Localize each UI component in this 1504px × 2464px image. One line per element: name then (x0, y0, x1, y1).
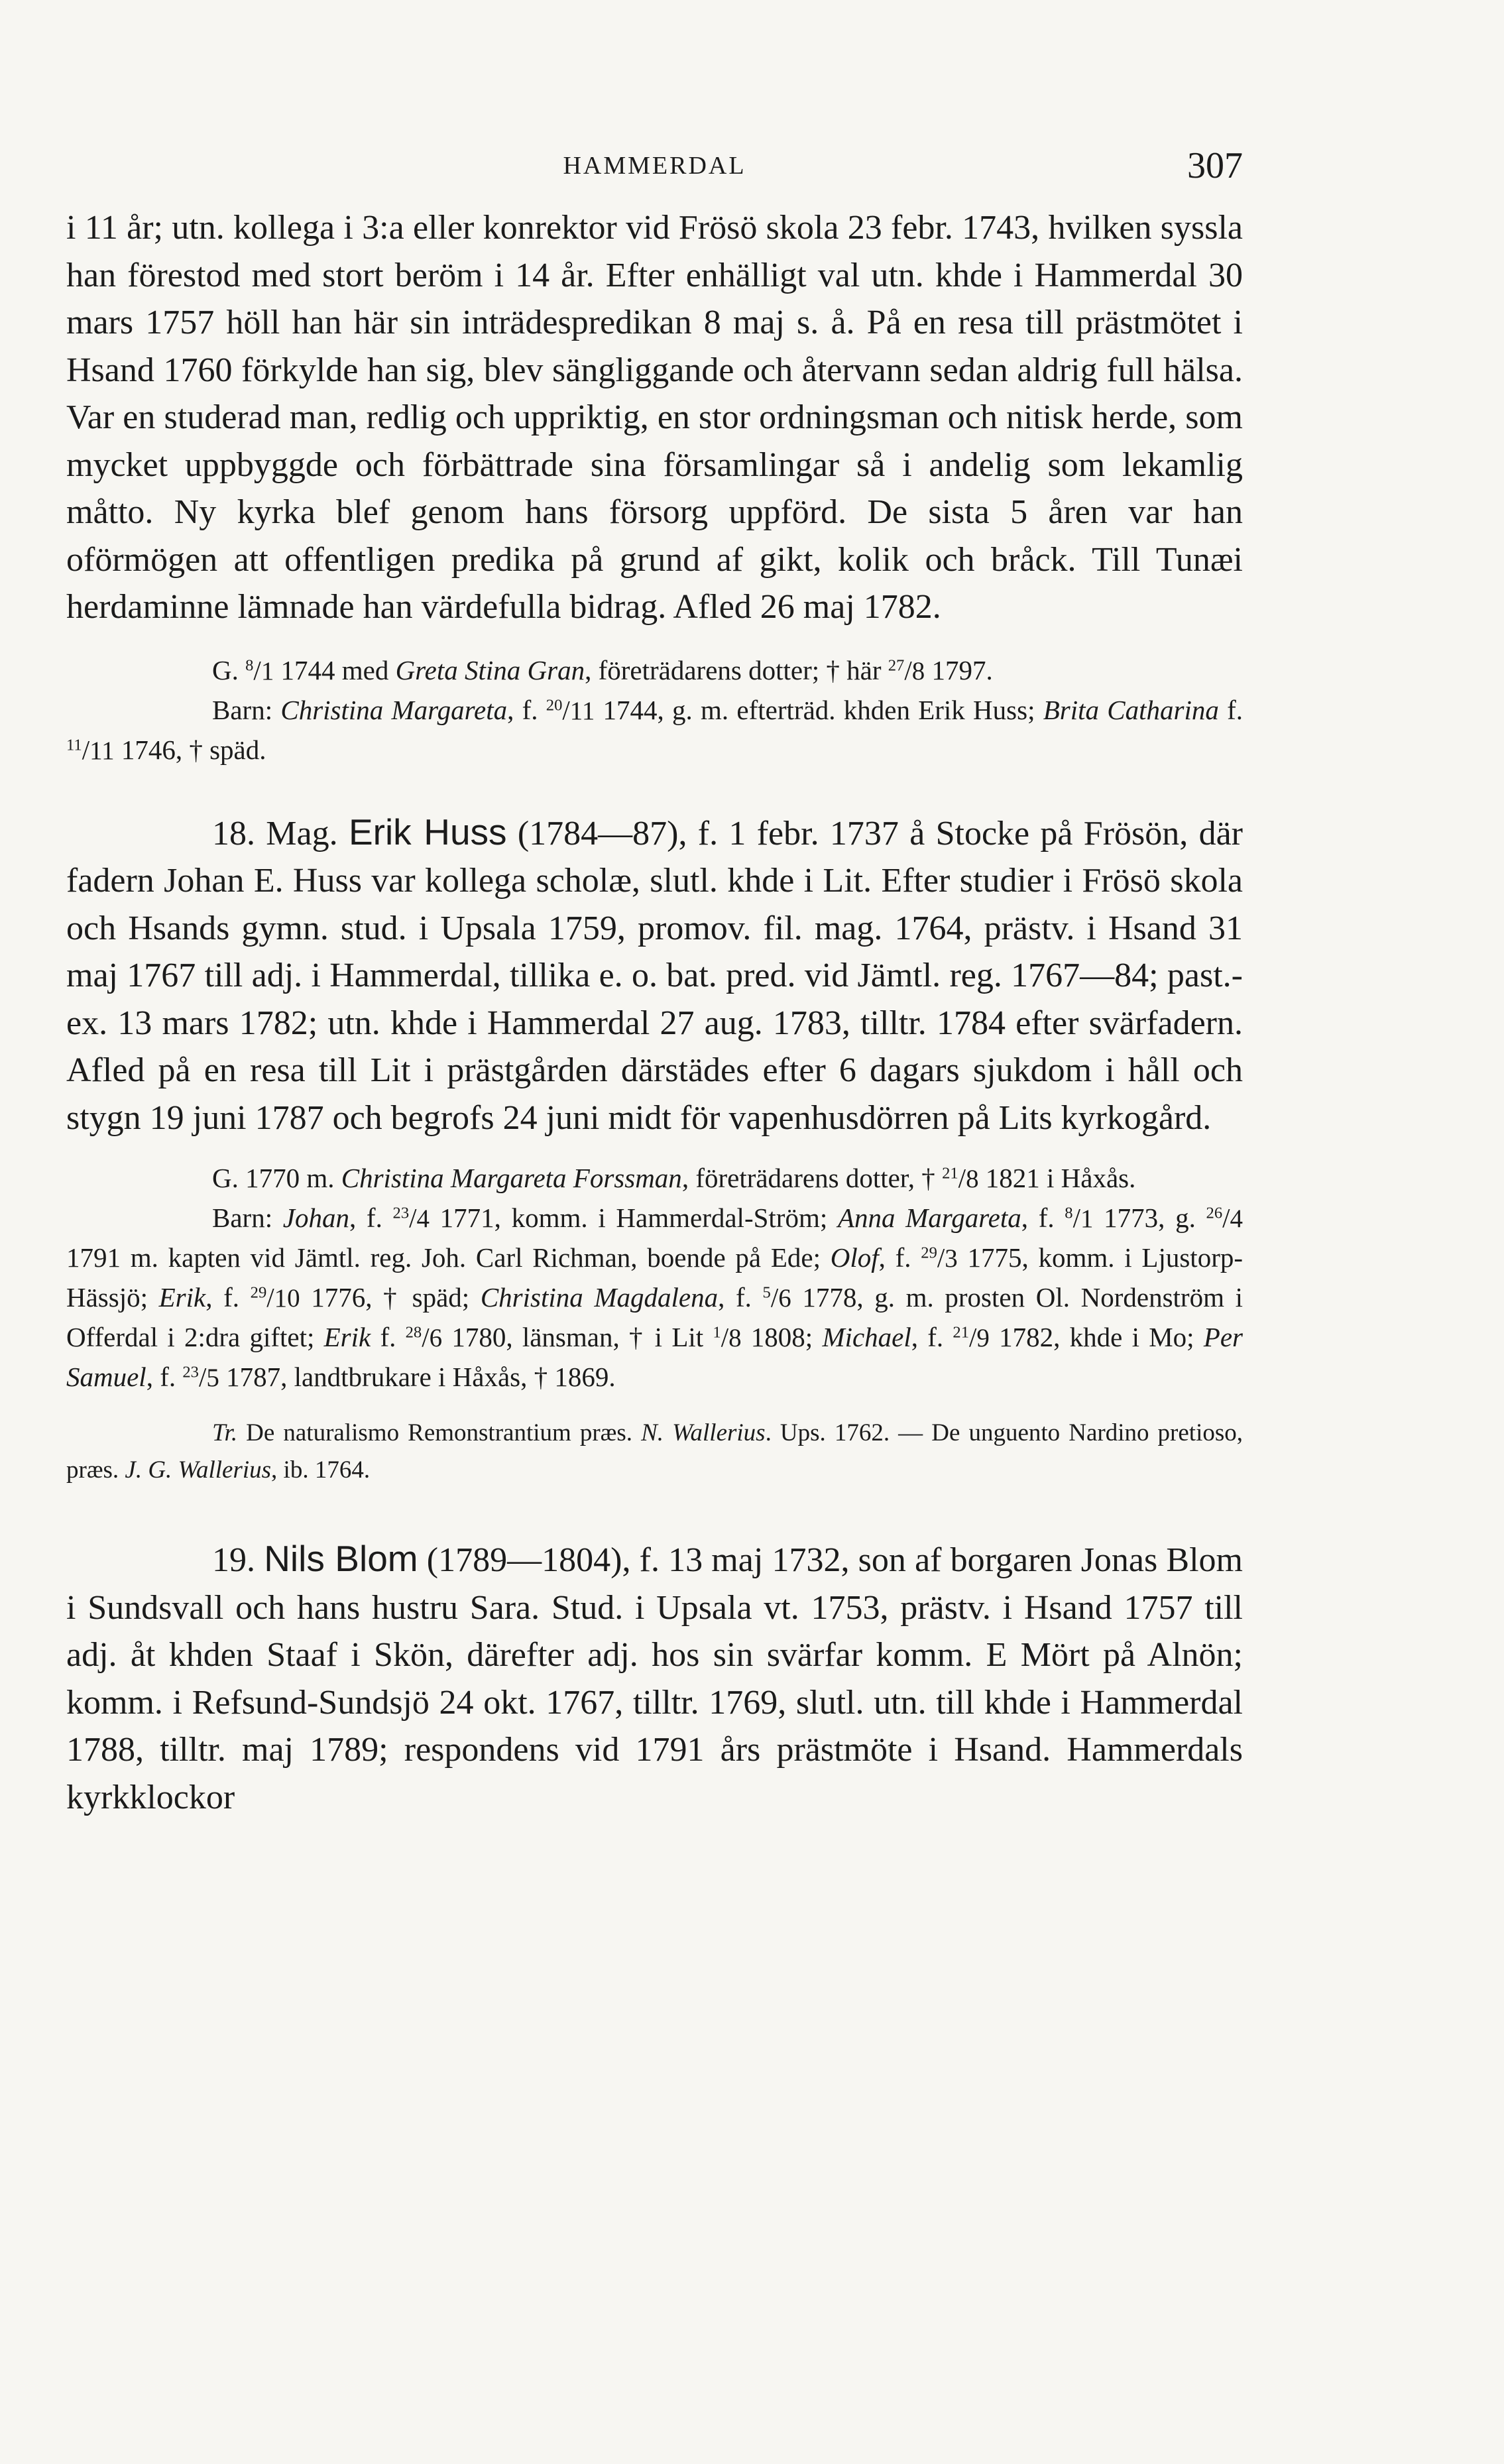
entry-18-family: G. 1770 m. Christina Margareta Forssman, företrädarens dotter, † $^{21}$/8 1821 i Håxås. Barn: Johan, f. $^{23}$/4 1771, komm. i Hammerdal-Ström; Anna Margareta, f. $^8$/1 1773, g. $^{26}$/4 1791 m. kapten vid Jämtl. reg. Joh. Carl Richman, boende på Ede; Olof, f. $^{29}$/3 1775, komm. i Ljustorp-Hässjö; Erik, f. $^{29}$/10 1776, † späd; Christina Magdalena, f. $^5$/6 1778, g. m. prosten Ol. Nordenström i Offerdal i 2:dra giftet; Erik f. $^{28}$/6 1780, länsman, † i Lit $^1$/8 1808; Michael, f. $^{21}$/9 1782, khde i Mo; Per Samuel, f. $^{23}$/5 1787, landtbrukare i Håxås, † 1869. (66, 1163, 1244, 1392)
page-number: 307 (1187, 145, 1243, 186)
date-denominator: 1 (260, 656, 274, 685)
text-run: 1778, g. m. prosten Ol. Nordenström i Offerdal i 2:dra giftet; (66, 1282, 1243, 1352)
date-numerator: 27 (888, 656, 905, 674)
text-run: 1775, komm. i Ljustorp-Hässjö; (66, 1242, 1244, 1313)
text-run: , f. (1021, 1203, 1065, 1233)
date-denominator: 8 (966, 1165, 979, 1193)
text-run: 1744 med (274, 654, 396, 685)
date-numerator: 20 (546, 695, 563, 714)
text-run: 1791 m. kapten vid Jämtl. reg. Joh. Carl Richman, boende på Ede; (66, 1242, 831, 1273)
date-denominator: 10 (274, 1284, 300, 1313)
date-numerator: 21 (953, 1323, 970, 1342)
spouse-name: Christina Margareta Forssman (341, 1163, 682, 1193)
date-numerator: 5 (762, 1283, 771, 1302)
text-run: f. (371, 1322, 406, 1352)
date-numerator: 26 (1206, 1204, 1223, 1222)
text-run: 1780, länsman, † i Lit (442, 1322, 713, 1352)
text-run: 1776, † späd; (300, 1282, 481, 1313)
text-run: 1773, g. (1093, 1203, 1206, 1233)
text-run: 1744, g. m. efterträd. khden Erik Huss; (595, 694, 1043, 725)
works-label: Tr. (212, 1419, 238, 1446)
text-run: 1821 i Håxås. (978, 1163, 1136, 1193)
author-name: N. Wallerius (641, 1419, 766, 1446)
date-denominator: 4 (416, 1204, 430, 1233)
date-numerator: 29 (250, 1283, 267, 1302)
text-run: G. (212, 654, 246, 685)
child-name: Michael (822, 1322, 911, 1352)
text-run: , f. (349, 1203, 393, 1233)
entry-17-family: G. $^8$/1 1744 med Greta Stina Gran, företrädarens dotter; † här $^{27}$/8 1797. Barn: Christina Margareta, f. $^{20}$/11 1744, g. m. efterträd. khden Erik Huss; Brita Catharina f. $^{11}$/11 1746, † späd. (66, 654, 1243, 765)
date-denominator: 11 (569, 696, 595, 725)
text-run: 1808; (741, 1322, 823, 1352)
page-body (66, 204, 1243, 1821)
date-numerator: 1 (713, 1323, 721, 1342)
date-numerator: 23 (182, 1363, 199, 1381)
text-run: 1746, † späd. (114, 734, 266, 765)
child-name: Olof (830, 1242, 879, 1273)
date-denominator: 9 (976, 1324, 990, 1352)
text-run: , f. (507, 694, 546, 725)
text-run: , företrädarens dotter, † (681, 1163, 943, 1193)
entry-18-biography (66, 809, 1243, 1142)
date-numerator: 23 (392, 1204, 410, 1222)
text-run: , f. (146, 1362, 183, 1392)
date-numerator: 8 (1065, 1204, 1073, 1222)
child-name: Brita Catharina (1043, 694, 1219, 725)
date-denominator: 6 (429, 1324, 443, 1352)
text-run: 1782, khde i Mo; (989, 1322, 1204, 1352)
entry-text: (1789—1804), f. 13 maj 1732, son af borgaren Jonas Blom i Sundsvall och hans hustru Sara. Stud. i Upsala vt. 1753, prästv. i Hsand 1757 till adj. åt khden Staaf i Skön, därefter adj. hos sin svärfar komm. E Mört på Alnön; komm. i Refsund-Sundsjö 24 okt. 1767, tilltr. 1769, slutl. utn. till khde i Hammerdal 1788, tilltr. maj 1789; respondens vid 1791 års prästmöte i Hsand. Hammerdals kyrkklockor (66, 1541, 1244, 1816)
text-run: , f. (878, 1242, 921, 1273)
date-denominator: 6 (778, 1284, 791, 1313)
text-run: 1797. (925, 654, 993, 685)
date-denominator: 8 (911, 656, 925, 685)
date-numerator: 29 (921, 1244, 937, 1262)
date-numerator: 11 (66, 735, 82, 754)
text-run: , f. (205, 1282, 251, 1313)
text-run: 1787, landtbrukare i Håxås, † 1869. (219, 1362, 616, 1392)
text-run: , ib. 1764. (271, 1456, 371, 1484)
text-run: , f. (718, 1282, 763, 1313)
child-name: Erik (323, 1322, 371, 1352)
text-run: 1771, komm. i Hammerdal-Ström; (429, 1203, 838, 1233)
entry-name: Nils Blom (264, 1538, 418, 1579)
text-run: f. (1218, 694, 1243, 725)
entry-number: 19. (212, 1541, 264, 1579)
date-numerator: 21 (942, 1164, 958, 1183)
text-run: , företrädarens dotter; † här (585, 654, 888, 685)
entry-text: (1784—87), f. 1 febr. 1737 å Stocke på Frösön, där fadern Johan E. Huss var kollega scholæ, slutl. khde i Lit. Efter studier i Frösö skola och Hsands gymn. stud. i Upsala 1759, promov. fil. mag. 1764, prästv. i Hsand 31 maj 1767 till adj. i Hammerdal, tillika e. o. bat. pred. vid Jämtl. reg. 1767—84; past.-ex. 13 mars 1782; utn. khde i Hammerdal 27 aug. 1783, tilltr. 1784 efter svärfadern. Afled på en resa till Lit i prästgården därstädes efter 6 dagars sjukdom i håll och stygn 19 juni 1787 och begrofs 24 juni midt för vapenhusdörren på Lits kyrkogård. (66, 814, 1243, 1137)
running-title: HAMMERDAL (563, 152, 746, 180)
entry-name: Erik Huss (348, 811, 507, 852)
author-name: J. G. Wallerius (125, 1456, 272, 1484)
spouse-name: Greta Stina Gran (395, 654, 585, 685)
page-header (66, 145, 1243, 191)
child-name: Anna Margareta (837, 1203, 1021, 1233)
child-name: Johan (282, 1203, 349, 1233)
date-denominator: 11 (89, 736, 115, 765)
date-denominator: 4 (1230, 1204, 1244, 1233)
children-label: Barn: (212, 1203, 283, 1233)
child-name: Per Samuel (66, 1322, 1243, 1392)
text-run: De naturalismo Remonstrantium præs. (237, 1419, 642, 1446)
date-numerator: 8 (245, 656, 254, 674)
entry-number: 18. Mag. (212, 814, 349, 852)
entry-17-biography: i 11 år; utn. kollega i 3:a eller konrektor vid Frösö skola 23 febr. 1743, hvilken syssla han förestod med stort beröm i 14 år. Efter enhälligt val utn. khde i Hammerdal 30 mars 1757 höll han här sin inträdespredikan 8 maj s. å. På en resa till prästmötet i Hsand 1760 förkylde han sig, blev sängliggande och återvann sedan aldrig full hälsa. Var en studerad man, redlig och uppriktig, en stor ordningsman och nitisk herde, som mycket uppbyggde och förbättrade sina församlingar så i andelig som lekamlig måtto. Ny kyrka blef genom hans försorg uppförd. De sista 5 åren var han oförmögen att offentligen predika på grund af gikt, kolik och bråck. Till Tunæi herdaminne lämnade han värdefulla bidrag. Afled 26 maj 1782. (66, 209, 1243, 626)
text-run: . Ups. 1762. — De unguento Nardino pretioso, præs. (66, 1419, 1243, 1484)
child-name: Christina Magdalena (480, 1282, 719, 1313)
entry-19-biography (66, 1535, 1243, 1821)
text-run: , f. (911, 1322, 953, 1352)
child-name: Christina Margareta (280, 694, 508, 725)
children-label: Barn: (212, 694, 281, 725)
child-name: Erik (158, 1282, 206, 1313)
date-numerator: 28 (405, 1323, 422, 1342)
date-denominator: 5 (206, 1364, 219, 1392)
date-denominator: 1 (1080, 1204, 1094, 1233)
text-run: G. 1770 m. (212, 1163, 341, 1193)
date-denominator: 3 (945, 1244, 958, 1273)
entry-18-works (66, 1415, 1243, 1489)
date-denominator: 8 (728, 1324, 742, 1352)
